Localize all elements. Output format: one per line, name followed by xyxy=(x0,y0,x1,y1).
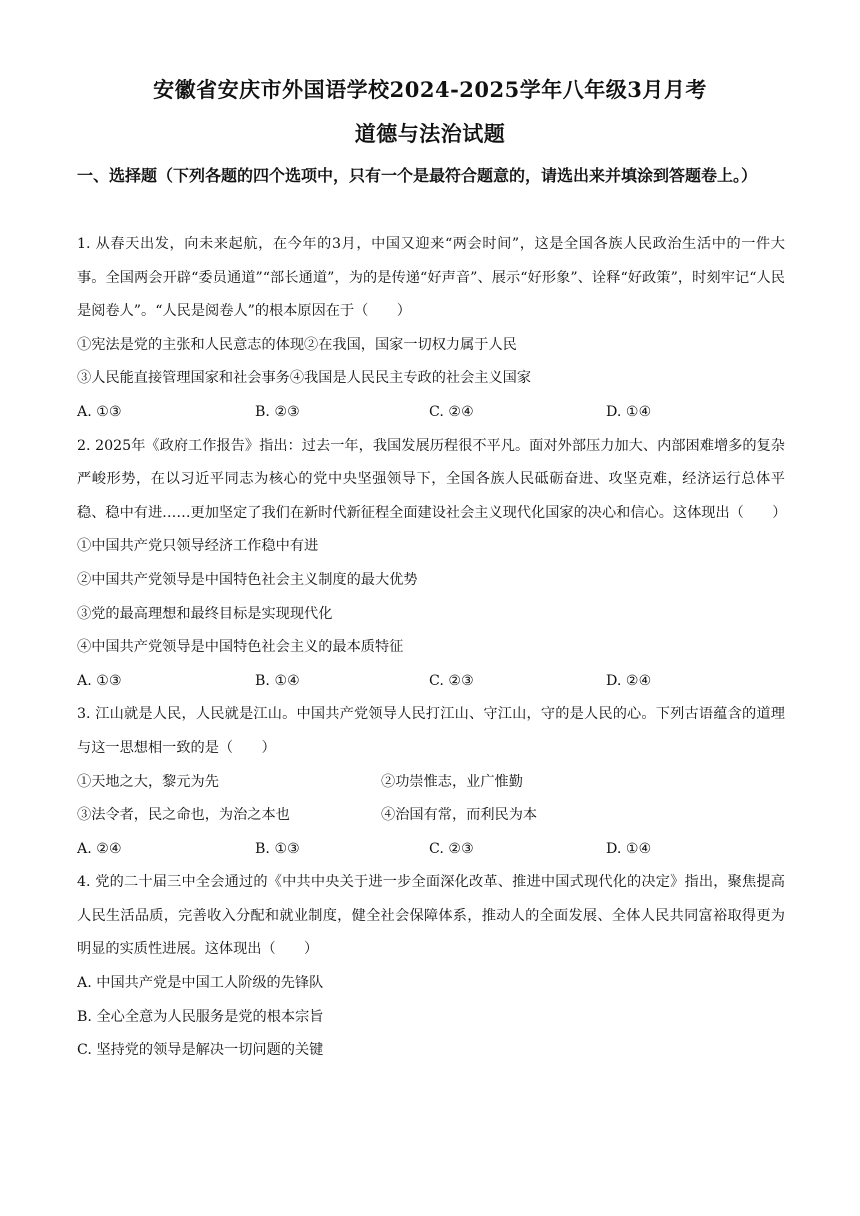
option-b[interactable]: B. ②③ xyxy=(255,403,300,420)
option-c[interactable]: C. 坚持党的领导是解决一切问题的关键 xyxy=(77,1042,324,1059)
question-stem: 4. 党的二十届三中全会通过的《中共中央关于进一步全面深化改革、推进中国式现代化的决定》指出，聚焦提高人民生活品质，完善收入分配和就业制度，健全社会保障体系，推动人的全面发展、全体人民共同富裕取得更为明显的实质性进展。这体现出（ ） xyxy=(77,874,785,958)
statement-line: ③人民能直接管理国家和社会事务④我国是人民民主专政的社会主义国家 xyxy=(77,370,532,387)
option-row xyxy=(77,665,785,699)
statement-item: ①天地之大，黎元为先 xyxy=(77,773,219,790)
question-stem: 3. 江山就是人民，人民就是江山。中国共产党领导人民打江山、守江山，守的是人民的心。下列古语蕴含的道理与这一思想相一致的是（ ） xyxy=(77,706,785,756)
option-c[interactable]: C. ②③ xyxy=(429,840,474,857)
option-row xyxy=(77,833,785,867)
option-d[interactable]: D. ①④ xyxy=(606,840,652,857)
statement-item: ③法令者，民之命也，为治之本也 xyxy=(77,807,290,824)
question-stem: 1. 从春天出发，向未来起航，在今年的3月，中国又迎来“两会时间”，这是全国各族人民政治生活中的一件大事。全国两会开辟“委员通道”“部长通道”，为的是传递“好声音”、展示“好形象”、诠释“好政策”，时刻牢记“人民是阅卷人”。“人民是阅卷人”的根本原因在于（ ） xyxy=(77,236,785,320)
statement-item: ④治国有常，而利民为本 xyxy=(381,807,538,824)
statement-line: ③党的最高理想和最终目标是实现现代化 xyxy=(77,605,333,622)
question-2 xyxy=(77,430,785,699)
statement-pair xyxy=(77,799,785,833)
statement-line: ①中国共产党只领导经济工作稳中有进 xyxy=(77,538,319,555)
question-3 xyxy=(77,698,785,866)
option-a[interactable]: A. ①③ xyxy=(77,403,122,420)
option-b[interactable]: B. ①④ xyxy=(255,672,300,689)
section-heading: 一、选择题（下列各题的四个选项中，只有一个是最符合题意的，请选出来并填涂到答题卷上。） xyxy=(77,166,758,185)
option-row xyxy=(77,396,785,430)
option-c[interactable]: C. ②④ xyxy=(429,403,474,420)
statement-line: ②中国共产党领导是中国特色社会主义制度的最大优势 xyxy=(77,571,418,588)
exam-title: 安徽省安庆市外国语学校2024-2025学年八年级3月月考 xyxy=(153,77,707,102)
statement-line: ①宪法是党的主张和人民意志的体现②在我国，国家一切权力属于人民 xyxy=(77,336,517,353)
option-d[interactable]: D. ②④ xyxy=(606,672,652,689)
option-b[interactable]: B. 全心全意为人民服务是党的根本宗旨 xyxy=(77,1008,324,1025)
statement-line: ④中国共产党领导是中国特色社会主义的最本质特征 xyxy=(77,639,404,656)
question-4 xyxy=(77,866,785,1068)
statement-pair xyxy=(77,766,785,800)
question-list xyxy=(77,228,785,1068)
exam-subject-title: 道德与法治试题 xyxy=(354,121,506,146)
statement-item: ②功崇惟志，业广惟勤 xyxy=(381,773,523,790)
option-a[interactable]: A. ①③ xyxy=(77,672,122,689)
option-d[interactable]: D. ①④ xyxy=(606,403,652,420)
option-b[interactable]: B. ①③ xyxy=(255,840,300,857)
option-c[interactable]: C. ②③ xyxy=(429,672,474,689)
option-a[interactable]: A. ②④ xyxy=(77,840,122,857)
question-stem: 2. 2025年《政府工作报告》指出：过去一年，我国发展历程很不平凡。面对外部压力加大、内部困难增多的复杂严峻形势，在以习近平同志为核心的党中央坚强领导下，全国各族人民砥砺奋进、攻坚克难，经济运行总体平稳、稳中有进……更加坚定了我们在新时代新征程全面建设社会主义现代化国家的决心和信心。这体现出（ ） xyxy=(77,437,787,521)
question-1 xyxy=(77,228,785,430)
option-a[interactable]: A. 中国共产党是中国工人阶级的先锋队 xyxy=(77,975,324,992)
